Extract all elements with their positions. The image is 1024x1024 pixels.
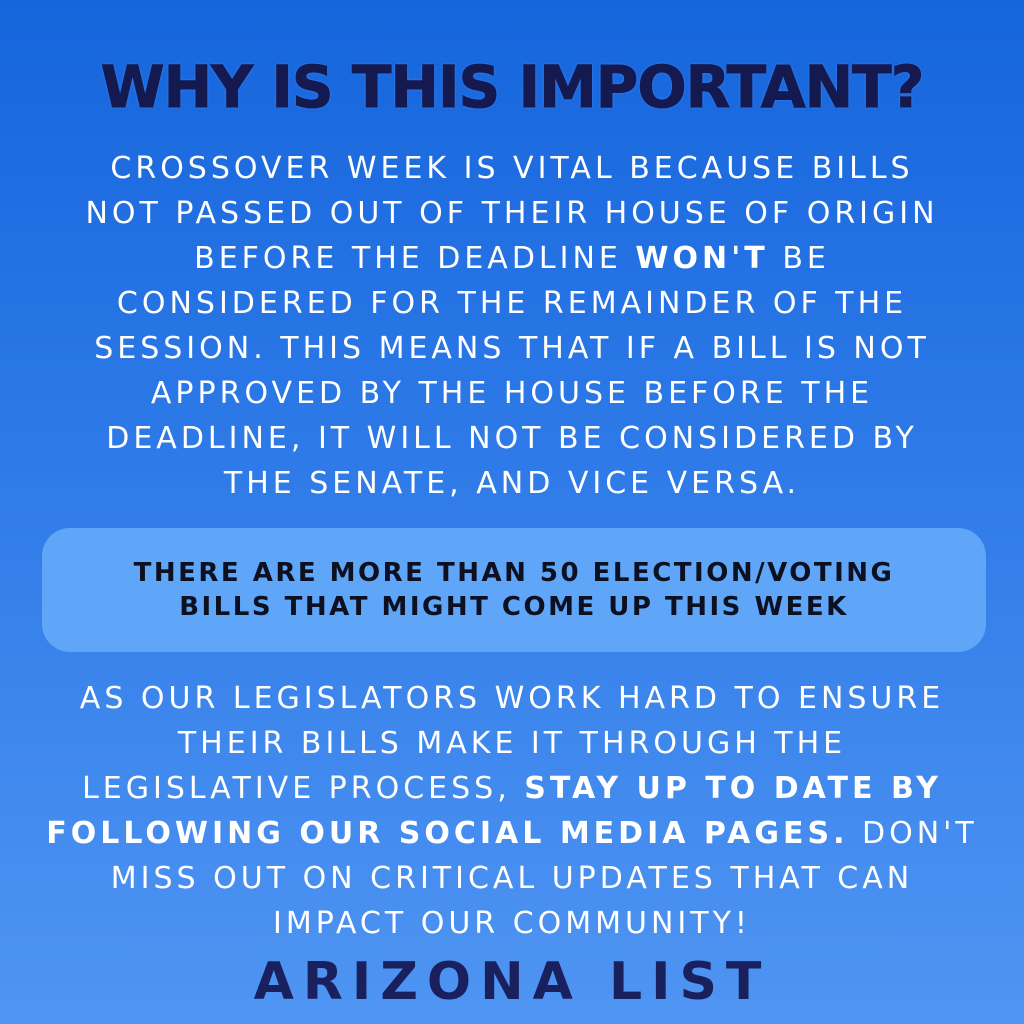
intro-line-4: CONSIDERED FOR THE REMAINDER OF THE <box>116 286 908 321</box>
intro-line-1: CROSSOVER WEEK IS VITAL BECAUSE BILLS <box>110 151 914 186</box>
intro-line-3-pre: BEFORE THE DEADLINE <box>194 241 636 276</box>
intro-line-3 <box>0 236 1024 281</box>
intro-line-2: NOT PASSED OUT OF THEIR HOUSE OF ORIGIN <box>85 196 939 231</box>
closing-line-3-pre: LEGISLATIVE PROCESS, <box>82 771 525 806</box>
intro-paragraph <box>0 146 1024 506</box>
intro-emphasis-wont: WON'T <box>635 241 769 276</box>
intro-line-6: APPROVED BY THE HOUSE BEFORE THE <box>150 376 874 411</box>
closing-line-2: THEIR BILLS MAKE IT THROUGH THE <box>177 726 847 761</box>
callout-box <box>42 528 986 652</box>
intro-line-8: THE SENATE, AND VICE VERSA. <box>223 466 801 501</box>
brand-footer: ARIZONA LIST <box>253 952 771 1012</box>
intro-line-3-post: BE <box>768 241 830 276</box>
closing-emphasis-2: FOLLOWING OUR SOCIAL MEDIA PAGES. <box>46 816 849 851</box>
page-title: WHY IS THIS IMPORTANT? <box>100 53 924 121</box>
closing-paragraph <box>0 676 1024 946</box>
closing-line-1: AS OUR LEGISLATORS WORK HARD TO ENSURE <box>79 681 945 716</box>
closing-line-5: MISS OUT ON CRITICAL UPDATES THAT CAN <box>110 861 914 896</box>
closing-line-3 <box>0 766 1024 811</box>
intro-line-7: DEADLINE, IT WILL NOT BE CONSIDERED BY <box>106 421 918 456</box>
closing-line-6: IMPACT OUR COMMUNITY! <box>273 906 751 941</box>
closing-line-4 <box>0 811 1024 856</box>
callout-line-1: THERE ARE MORE THAN 50 ELECTION/VOTING <box>133 558 895 588</box>
intro-line-5: SESSION. THIS MEANS THAT IF A BILL IS NOT <box>94 331 930 366</box>
callout-line-2: BILLS THAT MIGHT COME UP THIS WEEK <box>179 592 849 622</box>
closing-line-4-post: DON'T <box>848 816 978 851</box>
closing-emphasis-1: STAY UP TO DATE BY <box>524 771 942 806</box>
